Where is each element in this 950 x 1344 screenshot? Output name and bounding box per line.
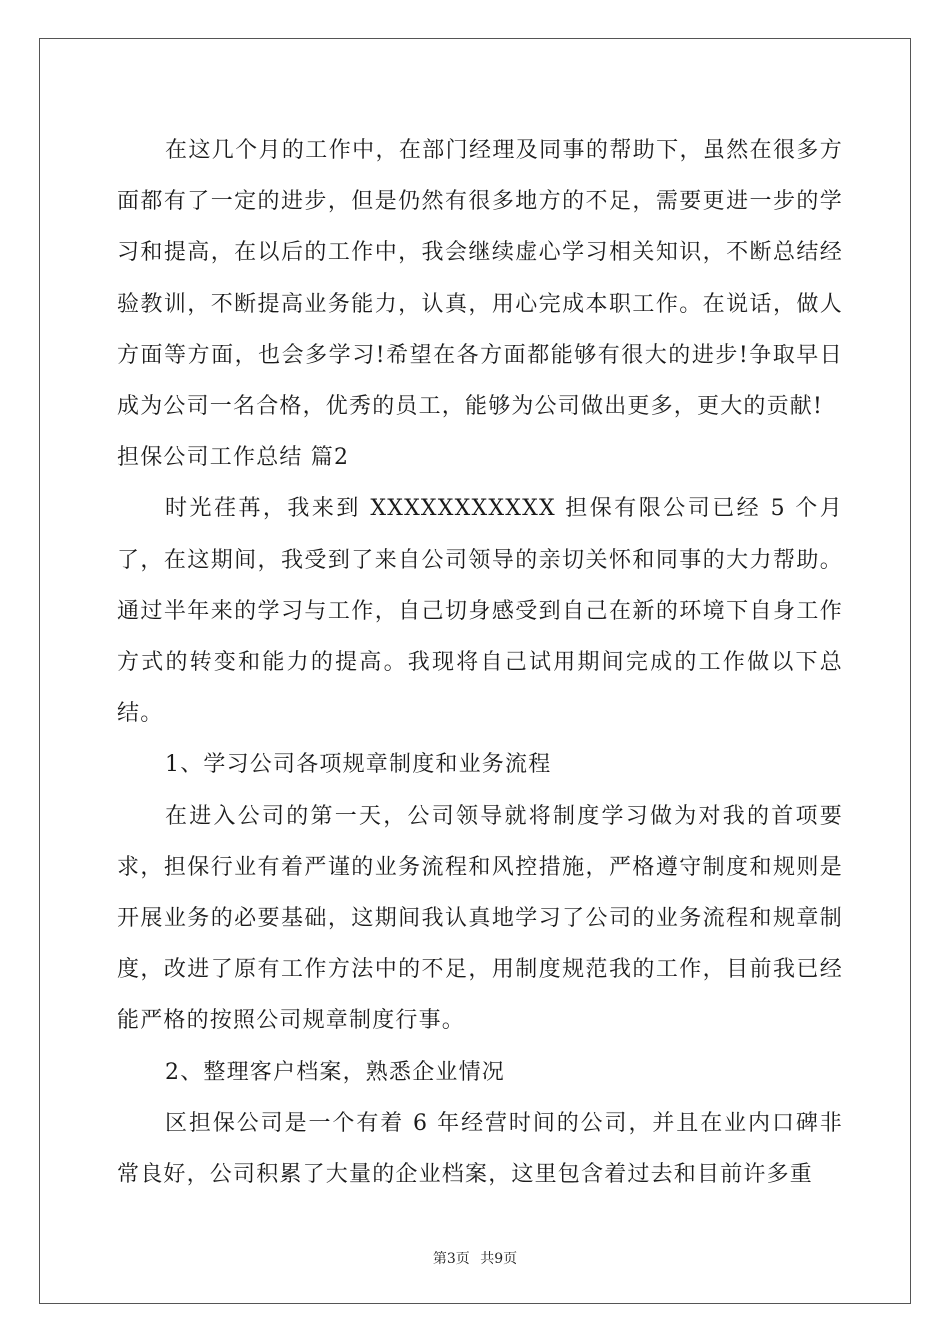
paragraph-3: 在进入公司的第一天，公司领导就将制度学习做为对我的首项要求，担保行业有着严谨的业务流程和风控措施，严格遵守制度和规则是开展业务的必要基础，这期间我认真地学习了公司的业务流程和规章制度，改进了原有工作方法中的不足，用制度规范我的工作，目前我已经能严格的按照公司规章制度行事。 [117,803,843,1034]
section-heading: 担保公司工作总结 篇2 [117,445,350,471]
document-body [117,125,843,1200]
page-footer [0,1248,950,1268]
paragraph-1: 在这几个月的工作中，在部门经理及同事的帮助下，虽然在很多方面都有了一定的进步，但是仍然有很多地方的不足，需要更进一步的学习和提高，在以后的工作中，我会继续虚心学习相关知识，不断总结经验教训，不断提高业务能力，认真，用心完成本职工作。在说话，做人方面等方面，也会多学习!希望在各方面都能够有很大的进步!争取早日成为公司一名合格，优秀的员工，能够为公司做出更多，更大的贡献! [117,138,843,420]
subheading-2: 2、整理客户档案，熟悉企业情况 [165,1059,505,1085]
paragraph-4: 区担保公司是一个有着 6 年经营时间的公司，并且在业内口碑非常良好，公司积累了大量的企业档案，这里包含着过去和目前许多重 [117,1110,843,1188]
page-total: 共9页 [480,1251,518,1267]
paragraph-2: 时光荏苒，我来到 XXXXXXXXXXX 担保有限公司已经 5 个月了，在这期间，我受到了来自公司领导的亲切关怀和同事的大力帮助。通过半年来的学习与工作，自己切身感受到自己在新的环境下自身工作方式的转变和能力的提高。我现将自己试用期间完成的工作做以下总结。 [117,496,843,727]
subheading-1: 1、学习公司各项规章制度和业务流程 [165,752,552,778]
page-number: 第3页 [432,1251,470,1267]
